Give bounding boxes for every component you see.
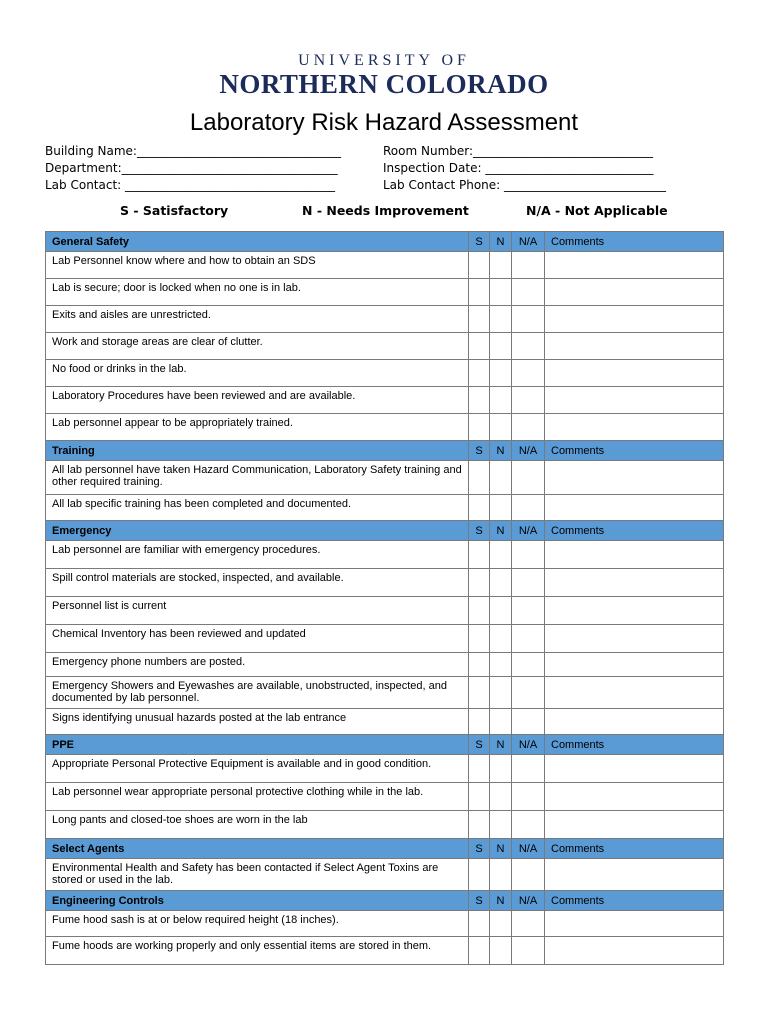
section-header: [46, 441, 724, 461]
checklist-item: Personnel list is current: [46, 597, 469, 625]
page-title: Laboratory Risk Hazard Assessment: [189, 109, 579, 136]
legend-not-applicable: N/A - Not Applicable: [526, 203, 668, 218]
s-checkbox-cell[interactable]: [469, 541, 490, 569]
n-checkbox-cell[interactable]: [490, 937, 512, 965]
s-checkbox-cell[interactable]: [469, 333, 490, 360]
checklist-row: [46, 709, 724, 735]
checklist-item: All lab specific training has been completed and documented.: [46, 495, 469, 521]
checklist-row: [46, 677, 724, 709]
column-n: N: [490, 891, 512, 911]
section-title: Training: [46, 441, 469, 461]
n-checkbox-cell[interactable]: [490, 252, 512, 279]
checklist-item: Fume hoods are working properly and only essential items are stored in them.: [46, 937, 469, 965]
checklist-row: [46, 414, 724, 441]
inspection-date-field[interactable]: Inspection Date: ____________________________: [383, 161, 654, 175]
comments-cell[interactable]: [545, 333, 724, 360]
checklist-row: [46, 306, 724, 333]
checklist-row: [46, 653, 724, 677]
checklist-item: Emergency phone numbers are posted.: [46, 653, 469, 677]
comments-cell[interactable]: [545, 783, 724, 811]
checklist-row: [46, 811, 724, 839]
n-checkbox-cell[interactable]: [490, 677, 512, 709]
column-s: S: [469, 521, 490, 541]
n-checkbox-cell[interactable]: [490, 709, 512, 735]
column-na: N/A: [512, 521, 545, 541]
checklist-item: Lab personnel wear appropriate personal protective clothing while in the lab.: [46, 783, 469, 811]
s-checkbox-cell[interactable]: [469, 811, 490, 839]
university-logo: [0, 52, 768, 98]
column-s: S: [469, 441, 490, 461]
na-checkbox-cell[interactable]: [512, 461, 545, 495]
n-checkbox-cell[interactable]: [490, 279, 512, 306]
column-n: N: [490, 232, 512, 252]
comments-cell[interactable]: [545, 461, 724, 495]
s-checkbox-cell[interactable]: [469, 279, 490, 306]
department-field[interactable]: Department:____________________________________: [45, 161, 338, 175]
na-checkbox-cell[interactable]: [512, 859, 545, 891]
na-checkbox-cell[interactable]: [512, 569, 545, 597]
comments-cell[interactable]: [545, 677, 724, 709]
column-n: N: [490, 441, 512, 461]
column-comments: Comments: [545, 839, 724, 859]
comments-cell[interactable]: [545, 569, 724, 597]
checklist-item: Work and storage areas are clear of clutter.: [46, 333, 469, 360]
column-n: N: [490, 839, 512, 859]
checklist-row: [46, 461, 724, 495]
column-na: N/A: [512, 232, 545, 252]
section-header: [46, 891, 724, 911]
comments-cell[interactable]: [545, 279, 724, 306]
checklist-item: Long pants and closed-toe shoes are worn in the lab: [46, 811, 469, 839]
na-checkbox-cell[interactable]: [512, 387, 545, 414]
na-checkbox-cell[interactable]: [512, 495, 545, 521]
section-header: [46, 521, 724, 541]
s-checkbox-cell[interactable]: [469, 677, 490, 709]
column-comments: Comments: [545, 232, 724, 252]
na-checkbox-cell[interactable]: [512, 653, 545, 677]
checklist-item: No food or drinks in the lab.: [46, 360, 469, 387]
column-s: S: [469, 839, 490, 859]
lab-contact-phone-field[interactable]: Lab Contact Phone: ___________________________: [383, 178, 667, 192]
s-checkbox-cell[interactable]: [469, 755, 490, 783]
s-checkbox-cell[interactable]: [469, 783, 490, 811]
na-checkbox-cell[interactable]: [512, 911, 545, 937]
s-checkbox-cell[interactable]: [469, 461, 490, 495]
s-checkbox-cell[interactable]: [469, 569, 490, 597]
lab-contact-field[interactable]: Lab Contact: ___________________________________: [45, 178, 336, 192]
comments-cell[interactable]: [545, 811, 724, 839]
s-checkbox-cell[interactable]: [469, 414, 490, 441]
checklist-item: Lab personnel are familiar with emergency procedures.: [46, 541, 469, 569]
s-checkbox-cell[interactable]: [469, 597, 490, 625]
checklist-item: Chemical Inventory has been reviewed and updated: [46, 625, 469, 653]
column-s: S: [469, 891, 490, 911]
checklist-row: [46, 279, 724, 306]
n-checkbox-cell[interactable]: [490, 783, 512, 811]
n-checkbox-cell[interactable]: [490, 360, 512, 387]
na-checkbox-cell[interactable]: [512, 597, 545, 625]
n-checkbox-cell[interactable]: [490, 653, 512, 677]
checklist-row: [46, 859, 724, 891]
comments-cell[interactable]: [545, 252, 724, 279]
comments-cell[interactable]: [545, 859, 724, 891]
checklist-row: [46, 495, 724, 521]
column-n: N: [490, 521, 512, 541]
legend-satisfactory: S - Satisfactory: [120, 203, 229, 218]
comments-cell[interactable]: [545, 937, 724, 965]
n-checkbox-cell[interactable]: [490, 859, 512, 891]
s-checkbox-cell[interactable]: [469, 859, 490, 891]
n-checkbox-cell[interactable]: [490, 414, 512, 441]
building-name-field[interactable]: Building Name:__________________________________: [45, 144, 341, 158]
column-na: N/A: [512, 891, 545, 911]
na-checkbox-cell[interactable]: [512, 677, 545, 709]
checklist-item: Spill control materials are stocked, inspected, and available.: [46, 569, 469, 597]
na-checkbox-cell[interactable]: [512, 252, 545, 279]
na-checkbox-cell[interactable]: [512, 811, 545, 839]
checklist-item: Lab personnel appear to be appropriately trained.: [46, 414, 469, 441]
checklist-row: [46, 333, 724, 360]
checklist-row: [46, 911, 724, 937]
logo-line-1: UNIVERSITY OF: [298, 52, 470, 69]
s-checkbox-cell[interactable]: [469, 387, 490, 414]
n-checkbox-cell[interactable]: [490, 461, 512, 495]
s-checkbox-cell[interactable]: [469, 653, 490, 677]
checklist-item: Signs identifying unusual hazards posted at the lab entrance: [46, 709, 469, 735]
n-checkbox-cell[interactable]: [490, 387, 512, 414]
checklist-item: Fume hood sash is at or below required height (18 inches).: [46, 911, 469, 937]
column-na: N/A: [512, 441, 545, 461]
comments-cell[interactable]: [545, 709, 724, 735]
column-n: N: [490, 735, 512, 755]
s-checkbox-cell[interactable]: [469, 709, 490, 735]
comments-cell[interactable]: [545, 414, 724, 441]
assessment-table: [45, 231, 724, 965]
na-checkbox-cell[interactable]: [512, 333, 545, 360]
legend-needs-improvement: N - Needs Improvement: [302, 203, 469, 218]
na-checkbox-cell[interactable]: [512, 306, 545, 333]
checklist-item: All lab personnel have taken Hazard Communication, Laboratory Safety training and other required training.: [46, 461, 469, 495]
comments-cell[interactable]: [545, 495, 724, 521]
n-checkbox-cell[interactable]: [490, 597, 512, 625]
section-title: PPE: [46, 735, 469, 755]
s-checkbox-cell[interactable]: [469, 937, 490, 965]
comments-cell[interactable]: [545, 306, 724, 333]
column-comments: Comments: [545, 441, 724, 461]
checklist-item: Lab is secure; door is locked when no one is in lab.: [46, 279, 469, 306]
section-title: Select Agents: [46, 839, 469, 859]
n-checkbox-cell[interactable]: [490, 911, 512, 937]
s-checkbox-cell[interactable]: [469, 911, 490, 937]
column-na: N/A: [512, 839, 545, 859]
na-checkbox-cell[interactable]: [512, 279, 545, 306]
checklist-item: Laboratory Procedures have been reviewed and are available.: [46, 387, 469, 414]
column-comments: Comments: [545, 521, 724, 541]
na-checkbox-cell[interactable]: [512, 541, 545, 569]
n-checkbox-cell[interactable]: [490, 541, 512, 569]
n-checkbox-cell[interactable]: [490, 569, 512, 597]
n-checkbox-cell[interactable]: [490, 755, 512, 783]
column-na: N/A: [512, 735, 545, 755]
checklist-row: [46, 252, 724, 279]
checklist-row: [46, 360, 724, 387]
room-number-field[interactable]: Room Number:______________________________: [383, 144, 654, 158]
checklist-row: [46, 387, 724, 414]
s-checkbox-cell[interactable]: [469, 625, 490, 653]
na-checkbox-cell[interactable]: [512, 755, 545, 783]
na-checkbox-cell[interactable]: [512, 360, 545, 387]
section-title: General Safety: [46, 232, 469, 252]
comments-cell[interactable]: [545, 625, 724, 653]
n-checkbox-cell[interactable]: [490, 811, 512, 839]
checklist-row: [46, 569, 724, 597]
logo-line-2: NORTHERN COLORADO: [219, 69, 549, 99]
checklist-row: [46, 541, 724, 569]
comments-cell[interactable]: [545, 360, 724, 387]
checklist-row: [46, 755, 724, 783]
section-header: [46, 735, 724, 755]
s-checkbox-cell[interactable]: [469, 306, 490, 333]
checklist-item: Appropriate Personal Protective Equipment is available and in good condition.: [46, 755, 469, 783]
s-checkbox-cell[interactable]: [469, 495, 490, 521]
s-checkbox-cell[interactable]: [469, 252, 490, 279]
checklist-item: Exits and aisles are unrestricted.: [46, 306, 469, 333]
comments-cell[interactable]: [545, 541, 724, 569]
comments-cell[interactable]: [545, 755, 724, 783]
comments-cell[interactable]: [545, 597, 724, 625]
na-checkbox-cell[interactable]: [512, 625, 545, 653]
n-checkbox-cell[interactable]: [490, 625, 512, 653]
n-checkbox-cell[interactable]: [490, 495, 512, 521]
column-s: S: [469, 232, 490, 252]
checklist-item: Environmental Health and Safety has been contacted if Select Agent Toxins are stored or used in the lab.: [46, 859, 469, 891]
comments-cell[interactable]: [545, 653, 724, 677]
section-header: [46, 839, 724, 859]
checklist-row: [46, 937, 724, 965]
section-header: [46, 232, 724, 252]
n-checkbox-cell[interactable]: [490, 333, 512, 360]
checklist-row: [46, 597, 724, 625]
checklist-item: Emergency Showers and Eyewashes are available, unobstructed, inspected, and documented by lab personnel.: [46, 677, 469, 709]
na-checkbox-cell[interactable]: [512, 709, 545, 735]
n-checkbox-cell[interactable]: [490, 306, 512, 333]
column-comments: Comments: [545, 735, 724, 755]
section-title: Engineering Controls: [46, 891, 469, 911]
checklist-item: Lab Personnel know where and how to obtain an SDS: [46, 252, 469, 279]
na-checkbox-cell[interactable]: [512, 937, 545, 965]
comments-cell[interactable]: [545, 387, 724, 414]
checklist-row: [46, 625, 724, 653]
na-checkbox-cell[interactable]: [512, 783, 545, 811]
na-checkbox-cell[interactable]: [512, 414, 545, 441]
s-checkbox-cell[interactable]: [469, 360, 490, 387]
column-s: S: [469, 735, 490, 755]
comments-cell[interactable]: [545, 911, 724, 937]
column-comments: Comments: [545, 891, 724, 911]
section-title: Emergency: [46, 521, 469, 541]
checklist-row: [46, 783, 724, 811]
